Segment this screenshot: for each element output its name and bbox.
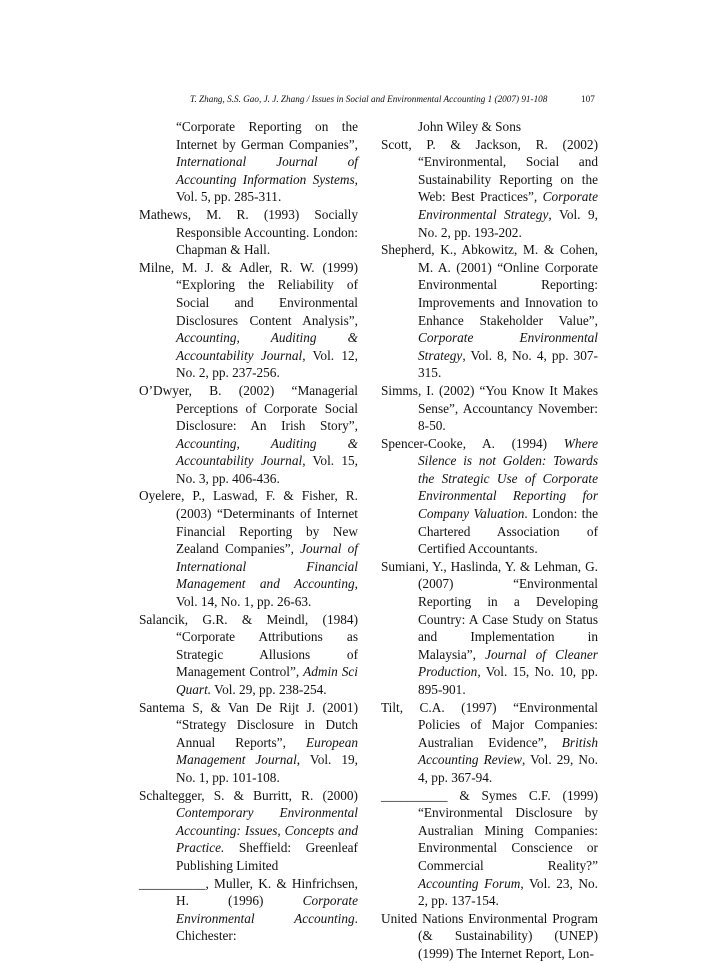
reference-text: Sumiani, Y., Haslinda, Y. & Lehman, G. (2007) “Environmental Reporting in a Developing Country: A Case Study on Status and Implementation in Malaysia”, [381, 558, 598, 662]
references-left-column [139, 118, 358, 945]
reference-title-italic: Contemporary Environmental Accounting: Issues, Concepts and Practice. [176, 805, 358, 856]
reference-text: Schaltegger, S. & Burritt, R. (2000) [139, 787, 358, 803]
reference-entry [381, 382, 598, 435]
reference-entry [139, 875, 358, 945]
reference-entry [381, 118, 598, 136]
reference-entry [381, 699, 598, 787]
reference-text: Salancik, G.R. & Meindl, (1984) “Corporate Attributions as Strategic Allusions of Management Control”, [139, 611, 358, 680]
reference-text: . Chichester: [176, 910, 358, 944]
running-title: T. Zhang, S.S. Gao, J. J. Zhang / Issues in Social and Environmental Accounting 1 (2007) 91-108 [190, 94, 548, 104]
reference-entry [139, 787, 358, 875]
reference-text: Spencer-Cooke, A. (1994) [381, 435, 564, 451]
reference-entry [381, 910, 598, 963]
reference-text: , Vol. 23, No. 2, pp. 137-154. [418, 875, 598, 909]
reference-text: Scott, P. & Jackson, R. (2002) “Environmental, Social and Sustainability Reporting on the Web: Best Practices”, [381, 136, 598, 205]
reference-text: Shepherd, K., Abkowitz, M. & Cohen, M. A. (2001) “Online Corporate Environmental Reporting: Improvements and Innovation to Enhance Stakeholder Value”, [381, 242, 598, 328]
reference-text: Tilt, C.A. (1997) “Environmental Policies of Major Companies: Australian Evidence”, [381, 699, 598, 750]
reference-title-italic: Accounting Forum [418, 875, 521, 891]
reference-entry [139, 206, 358, 259]
reference-text: Mathews, M. R. (1993) Socially Responsible Accounting. London: Chapman & Hall. [139, 206, 358, 258]
reference-text: , Vol. 15, No. 3, pp. 406-436. [176, 453, 358, 486]
reference-entry [381, 241, 598, 382]
reference-title-italic: Admin Sci Quart. [176, 664, 358, 697]
reference-entry [381, 787, 598, 910]
reference-title-italic: Where Silence is not Golden: Towards the Strategic Use of Corporate Environmental Reporting for Company Valuation [418, 435, 598, 522]
running-header [190, 94, 598, 104]
reference-entry [139, 699, 358, 787]
reference-title-italic: British Accounting Review [418, 734, 598, 768]
reference-text: Sheffield: Greenleaf Publishing Limited [176, 840, 358, 873]
reference-entry [139, 487, 358, 610]
reference-title-italic: Corporate Environmental Strategy [418, 330, 598, 363]
reference-text: Vol. 29, pp. 238-254. [211, 682, 327, 697]
reference-text: , Vol. 5, pp. 285-311. [176, 171, 358, 205]
reference-text: Simms, I. (2002) “You Know It Makes Sense”, Accountancy November: 8-50. [381, 382, 598, 434]
reference-title-italic: Journal of Cleaner Production, [418, 646, 598, 680]
reference-title-italic: International Journal of Accounting Information Systems [176, 154, 358, 187]
reference-text: , Vol. 14, No. 1, pp. 26-63. [176, 576, 358, 610]
reference-text: , Vol. 19, No. 1, pp. 101-108. [176, 752, 358, 785]
reference-text: , Vol. 12, No. 2, pp. 237-256. [176, 347, 358, 381]
reference-text: , Vol. 9, No. 2, pp. 193-202. [418, 206, 598, 240]
reference-title-italic: Accounting, Auditing & Accountability Journal [176, 435, 358, 469]
reference-text: , Vol. 29, No. 4, pp. 367-94. [418, 752, 598, 785]
reference-title-italic: Corporate Environmental Accounting [176, 893, 358, 926]
reference-entry [139, 118, 358, 206]
reference-text: John Wiley & Sons [418, 119, 522, 134]
reference-text: O’Dwyer, B. (2002) “Managerial Perceptions of Corporate Social Disclosure: An Irish Story”, [139, 382, 358, 434]
page-number: 107 [581, 94, 595, 104]
reference-text: Vol. 15, No. 10, pp. 895-901. [418, 664, 598, 697]
reference-entry [381, 136, 598, 242]
reference-text: “Corporate Reporting on the Internet by German Companies”, [176, 119, 358, 152]
reference-entry [381, 435, 598, 558]
reference-text: __________ & Symes C.F. (1999) “Environmental Disclosure by Australian Mining Companies: Environmental Conscience or Commercial Reality?” [381, 787, 598, 873]
reference-text: , Vol. 8, No. 4, pp. 307-315. [418, 347, 598, 381]
reference-title-italic: Journal of International Financial Management and Accounting [176, 541, 358, 592]
reference-title-italic: Corporate Environmental Strategy [418, 189, 598, 222]
reference-text: . London: the Chartered Association of Certified Accountants. [418, 506, 598, 557]
reference-title-italic: European Management Journal [176, 734, 358, 768]
references-right-column [381, 118, 598, 963]
reference-text: Santema S, & Van De Rijt J. (2001) “Strategy Disclosure in Dutch Annual Reports”, [139, 699, 358, 750]
reference-title-italic: Accounting, Auditing & Accountability Journal [176, 330, 358, 363]
reference-entry [139, 382, 358, 488]
reference-text: United Nations Environmental Program (& Sustainability) (UNEP) (1999) The Internet Report, Lon- [381, 910, 598, 961]
reference-text: __________, Muller, K. & Hinfrichsen, H. (1996) [139, 875, 358, 909]
reference-entry [139, 611, 358, 699]
reference-text: Milne, M. J. & Adler, R. W. (1999) “Exploring the Reliability of Social and Environmental Disclosures Content Analysis”, [139, 259, 358, 328]
reference-entry [139, 259, 358, 382]
reference-entry [381, 558, 598, 699]
reference-text: Oyelere, P., Laswad, F. & Fisher, R. (2003) “Determinants of Internet Financial Reporting by New Zealand Companies”, [139, 488, 358, 557]
